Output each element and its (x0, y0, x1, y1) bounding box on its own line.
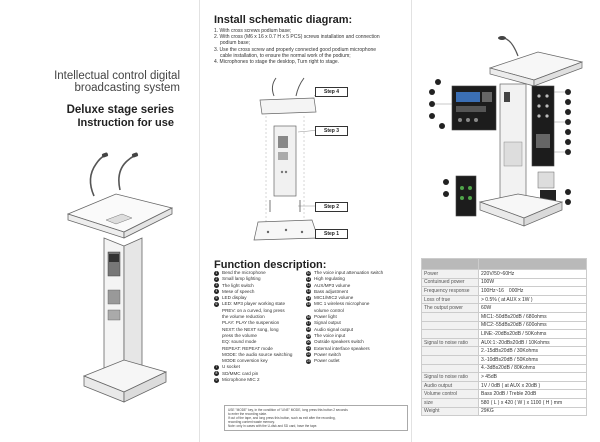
function-number-badge: 19 (306, 333, 311, 338)
spec-value: MIC1:-50dBs20dB / 680ohms (479, 312, 587, 321)
function-subtext: MODE: the audio source switching (222, 351, 293, 357)
panel-divider-left (199, 0, 200, 442)
spec-value: > 0.5% ( at AUX x 1W ) (479, 295, 587, 304)
function-subtext: the volume reduction (222, 314, 265, 320)
function-number-badge: 12 (306, 283, 311, 288)
note-line: Note: only in cases with the U-disk and SD card, have the tape. (228, 424, 318, 429)
function-text: Audio signal output (314, 326, 354, 332)
spec-value: 4.-3dBs20dB / 80Kohms (479, 364, 587, 373)
spec-key: The output power (422, 304, 479, 313)
function-number-badge: 5 (215, 295, 218, 300)
function-text: Signal output (314, 320, 341, 326)
function-number-badge: 10 (306, 270, 311, 275)
spec-key (422, 364, 479, 373)
function-text: The voice input attenuation switch (314, 270, 384, 275)
spec-key: Volume control (422, 390, 479, 399)
function-text: U socket (222, 364, 240, 370)
spec-value: 2.-15dBs20dB / 30Kohms (479, 347, 587, 356)
spec-row (422, 259, 587, 270)
spec-row (422, 338, 587, 347)
function-number-badge: 23 (306, 358, 311, 363)
spec-row (422, 312, 587, 321)
function-text: Small lamp lighting (222, 276, 261, 282)
function-text: Microphone MIC 2 (222, 377, 260, 383)
spec-row (422, 287, 587, 296)
spec-row (422, 330, 587, 339)
function-number-badge: 2 (215, 276, 218, 281)
function-subtext: MODE conversion key (222, 358, 268, 364)
spec-value: 3.-10dBs20dB / 50Kohms (479, 355, 587, 364)
function-number-badge: 13 (306, 289, 311, 294)
function-subtext: REPEAT: REPEAT mode (222, 345, 273, 351)
spec-row (422, 321, 587, 330)
step-1-label: Step 1 (315, 229, 348, 239)
function-text: Power outlet (314, 358, 340, 364)
function-text: Mese of speech (222, 288, 255, 294)
function-text: Power switch (314, 351, 342, 357)
function-number-badge: 7 (215, 365, 218, 370)
spec-key: Contuinued power (422, 278, 479, 287)
spec-key: Power (422, 270, 479, 279)
spec-key: Audio output (422, 381, 479, 390)
install-step-line: 4. Microphones to stage the desktop, Turn right to stage. (214, 59, 340, 66)
function-text: SD/MMC card pin (222, 370, 259, 376)
podium-control-panel-diagram (420, 22, 592, 252)
function-number-badge: 16 (306, 314, 311, 319)
spec-value: 100W (479, 278, 587, 287)
function-number-badge: 3 (215, 283, 218, 288)
install-steps-list (214, 28, 414, 65)
function-subtext: press the volume (222, 332, 257, 338)
spec-key (422, 355, 479, 364)
function-text: Bass adjustment (314, 288, 348, 294)
function-text: MIC1/MIC2 volume (314, 295, 354, 301)
spec-key (422, 312, 479, 321)
spec-key (422, 321, 479, 330)
function-number-badge: 14 (306, 295, 311, 300)
spec-key: Frequency response (422, 287, 479, 296)
spec-row (422, 347, 587, 356)
function-number-badge: 22 (306, 352, 311, 357)
spec-value: 580 ( L ) x 420 ( W ) x 1100 ( H ) mm (479, 398, 587, 407)
spec-value: > 45dB (479, 373, 587, 382)
function-item (306, 358, 406, 364)
spec-value: 220V/50~60Hz (479, 270, 587, 279)
cover-title: Intellectual control digital broadcasting system (54, 70, 180, 94)
install-heading: Install schematic diagram: (214, 14, 353, 26)
install-step-line: cable installation, to ensure the normal work of the podium; (220, 52, 351, 59)
podium-illustration (60, 150, 180, 420)
install-step-line: 3. Use the cross screw and properly connected good podium microphone (214, 46, 377, 53)
function-note (224, 405, 408, 431)
function-number-badge: 6 (215, 302, 218, 307)
spec-value: Bass 20dB / Treble 20dB (479, 390, 587, 399)
function-item (214, 301, 314, 364)
note-line: recording content waste memory. (228, 420, 275, 425)
function-number-badge: 18 (306, 327, 311, 332)
exploded-assembly-diagram (240, 72, 340, 252)
spec-key: Signal to noise ratio (422, 373, 479, 382)
function-text: LED: MP3 player working state (222, 301, 286, 307)
spec-value: 29KG (479, 407, 587, 416)
spec-row (422, 295, 587, 304)
function-number-badge: 21 (306, 346, 311, 351)
function-text: High regulating (314, 276, 345, 282)
spec-value: MIC2:-55dBs20dB / 600ohms (479, 321, 587, 330)
function-text: Outside speakers switch (314, 339, 364, 345)
install-step-line: 2. With cross (M6 x 16 x 0.7 H x 5 PCS) screws installation and connection (214, 34, 380, 41)
function-subtext: NEXT: the NEXT song, long (222, 326, 279, 332)
spec-key (422, 259, 479, 270)
spec-row (422, 407, 587, 416)
function-subtext: PLAY: PLAY the suspension (222, 320, 280, 326)
spec-row (422, 270, 587, 279)
function-number-badge: 17 (306, 320, 311, 325)
series-title: Deluxe stage series (66, 104, 174, 116)
spec-value: 1V / 0dB ( at AUX x 20dB ) (479, 381, 587, 390)
spec-value: 100Hz~16 000Hz (479, 287, 587, 296)
instruction-title: Instruction for use (77, 117, 174, 129)
function-list-right (306, 270, 406, 364)
function-text: The voice input (314, 332, 346, 338)
spec-key (422, 330, 479, 339)
spec-row (422, 278, 587, 287)
spec-row (422, 373, 587, 382)
install-step-line: podium base; (220, 40, 251, 47)
spec-key: Weight (422, 407, 479, 416)
note-line: to enter the recording state. (228, 412, 267, 417)
spec-row (422, 398, 587, 407)
function-number-badge: 4 (215, 289, 218, 294)
spec-key: Loss of true (422, 295, 479, 304)
function-number-badge: 20 (306, 339, 311, 344)
step-2-label: Step 2 (315, 202, 348, 212)
spec-value: 60W (479, 304, 587, 313)
spec-row (422, 355, 587, 364)
function-subtext: EQ: sound mode (222, 339, 257, 345)
function-text: External interface speakers (314, 345, 370, 351)
function-subtext: PREV: on a curved, long press (222, 307, 285, 313)
function-text: The light switch (222, 282, 254, 288)
function-number-badge: 1 (215, 270, 218, 275)
spec-value: AUX:1:-20dBs20dB / 10Kohms (479, 338, 587, 347)
note-line: USE "MODE" key, in the condition of "LINE" MODE, long press this button 2 seconds (228, 408, 348, 412)
spec-row (422, 364, 587, 373)
function-text: Power light (314, 314, 337, 320)
step-3-label: Step 3 (315, 126, 348, 136)
function-text: AUX/MP3 volume (314, 282, 351, 288)
spec-key: size (422, 398, 479, 407)
function-text: MIC 1 wireless microphone (314, 301, 370, 307)
spec-row (422, 304, 587, 313)
spec-row (422, 390, 587, 399)
panel-divider-right (411, 0, 412, 442)
step-4-label: Step 4 (315, 87, 348, 97)
function-item (306, 301, 406, 314)
function-number-badge: 8 (215, 371, 218, 376)
function-number-badge: 15 (306, 302, 311, 307)
function-list-left (214, 270, 314, 383)
spec-value: LINE:-20dBs20dB / 50Kohms (479, 330, 587, 339)
function-number-badge: 9 (215, 377, 218, 382)
spec-key: Signal to noise ratio (422, 338, 479, 347)
spec-row (422, 381, 587, 390)
function-subtext: volume control (314, 307, 344, 313)
function-item (214, 377, 314, 383)
function-text: Bend the microphone (222, 270, 266, 275)
function-number-badge: 11 (306, 276, 311, 281)
function-text: LED display (222, 295, 247, 301)
spec-key (422, 347, 479, 356)
function-heading: Function description: (214, 259, 327, 271)
note-line: If out of the tape, and long press this button, such as exit after the recording, (228, 416, 336, 421)
install-step-line: 1. With cross screws podium base; (214, 28, 292, 34)
spec-value (479, 259, 587, 270)
spec-table (421, 258, 587, 416)
